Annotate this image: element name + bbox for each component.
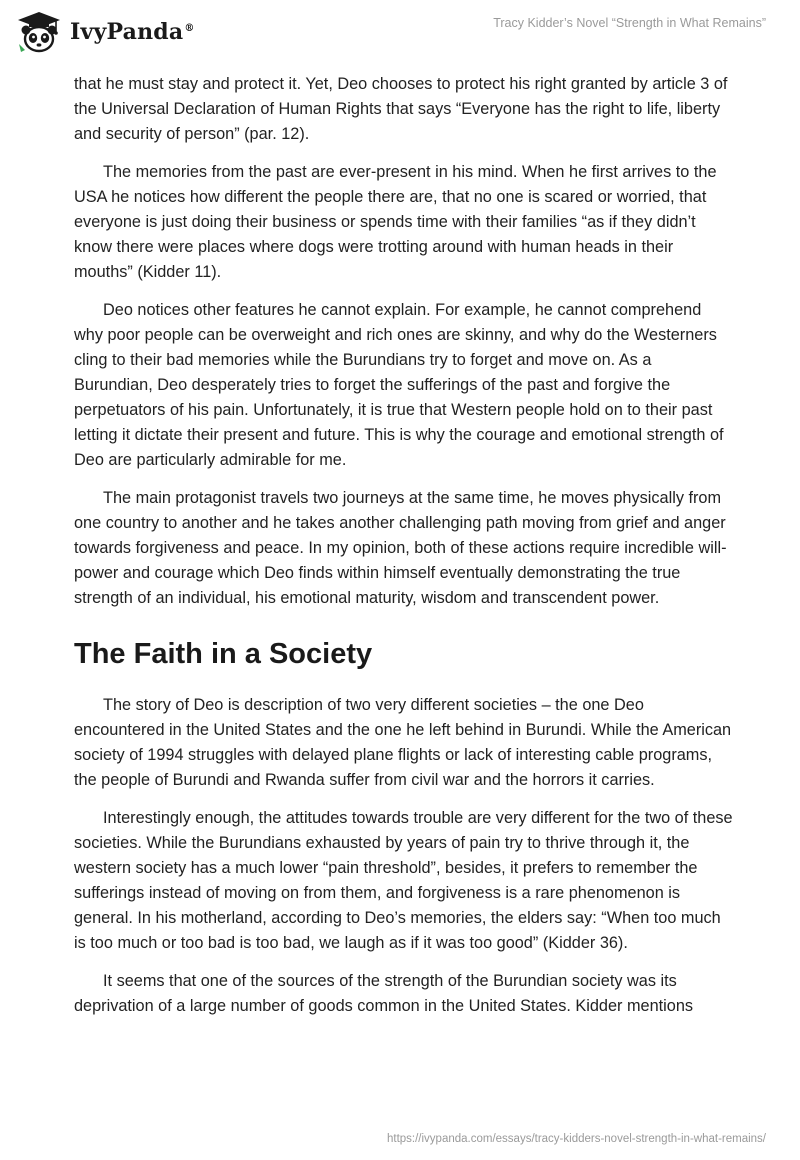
paragraph: Interestingly enough, the attitudes towards trouble are very different for the two of these societies. While the Burundians exhausted by years of pain try to thrive through it, the western society has a much lower “pain threshold”, besides, it prefers to remember the sufferings instead of moving on from them, and forgiveness is a rare phenomenon is general. In his motherland, according to Deo’s memories, the elders say: “When too much is too much or too bad is too bad, we laugh as if it was too good” (Kidder 36). xyxy=(74,809,733,952)
page-header xyxy=(0,0,800,70)
running-title: Tracy Kidder’s Novel “Strength in What Remains” xyxy=(493,16,766,30)
registered-mark: ® xyxy=(184,22,195,34)
brand-name-text: IvyPanda xyxy=(70,19,184,45)
paragraph: It seems that one of the sources of the strength of the Burundian society was its deprivation of a large number of goods common in the United States. Kidder mentions xyxy=(74,972,694,1015)
paragraph: that he must stay and protect it. Yet, Deo chooses to protect his right granted by article 3 of the Universal Declaration of Human Rights that says “Everyone has the right to life, liberty and security of person” (par. 12). xyxy=(74,75,728,143)
section-heading: The Faith in a Society xyxy=(74,638,373,670)
brand-name xyxy=(70,19,195,45)
paragraph: Deo notices other features he cannot explain. For example, he cannot comprehend why poor people can be overweight and rich ones are skinny, and why do the Westerners cling to their bad memories while the Burundians try to forget and move on. As a Burundian, Deo desperately tries to forget the sufferings of the past and forgive the perpetuators of his pain. Unfortunately, it is true that Western people hold on to their past letting it dictate their present and future. This is why the courage and emotional strength of Deo are particularly admirable for me. xyxy=(74,301,724,469)
paragraph: The memories from the past are ever-present in his mind. When he first arrives to the USA he notices how different the people there are, that no one is scared or worried, that everyone is just doing their business or spends time with their families “as if they didn’t know there were places where dogs were trotting around with human heads in their mouths” (Kidder 11). xyxy=(74,163,717,281)
source-url-link[interactable]: https://ivypanda.com/essays/tracy-kidders-novel-strength-in-what-remains/ xyxy=(386,1133,766,1145)
paragraph: The main protagonist travels two journeys at the same time, he moves physically from one country to another and he takes another challenging path moving from grief and anger towards forgiveness and peace. In my opinion, both of these actions require incredible will-power and courage which Deo finds within himself eventually demonstrating the true strength of an individual, his emotional maturity, wisdom and transcendent power. xyxy=(74,489,727,607)
paragraph: The story of Deo is description of two very different societies – the one Deo encountered in the United States and the one he left behind in Burundi. While the American society of 1994 struggles with delayed plane flights or lack of interesting cable programs, the people of Burundi and Rwanda suffer from civil war and the horrors it carries. xyxy=(74,696,732,789)
essay-content xyxy=(74,72,734,1032)
panda-graduate-icon xyxy=(16,10,62,54)
brand-logo[interactable] xyxy=(16,10,195,54)
